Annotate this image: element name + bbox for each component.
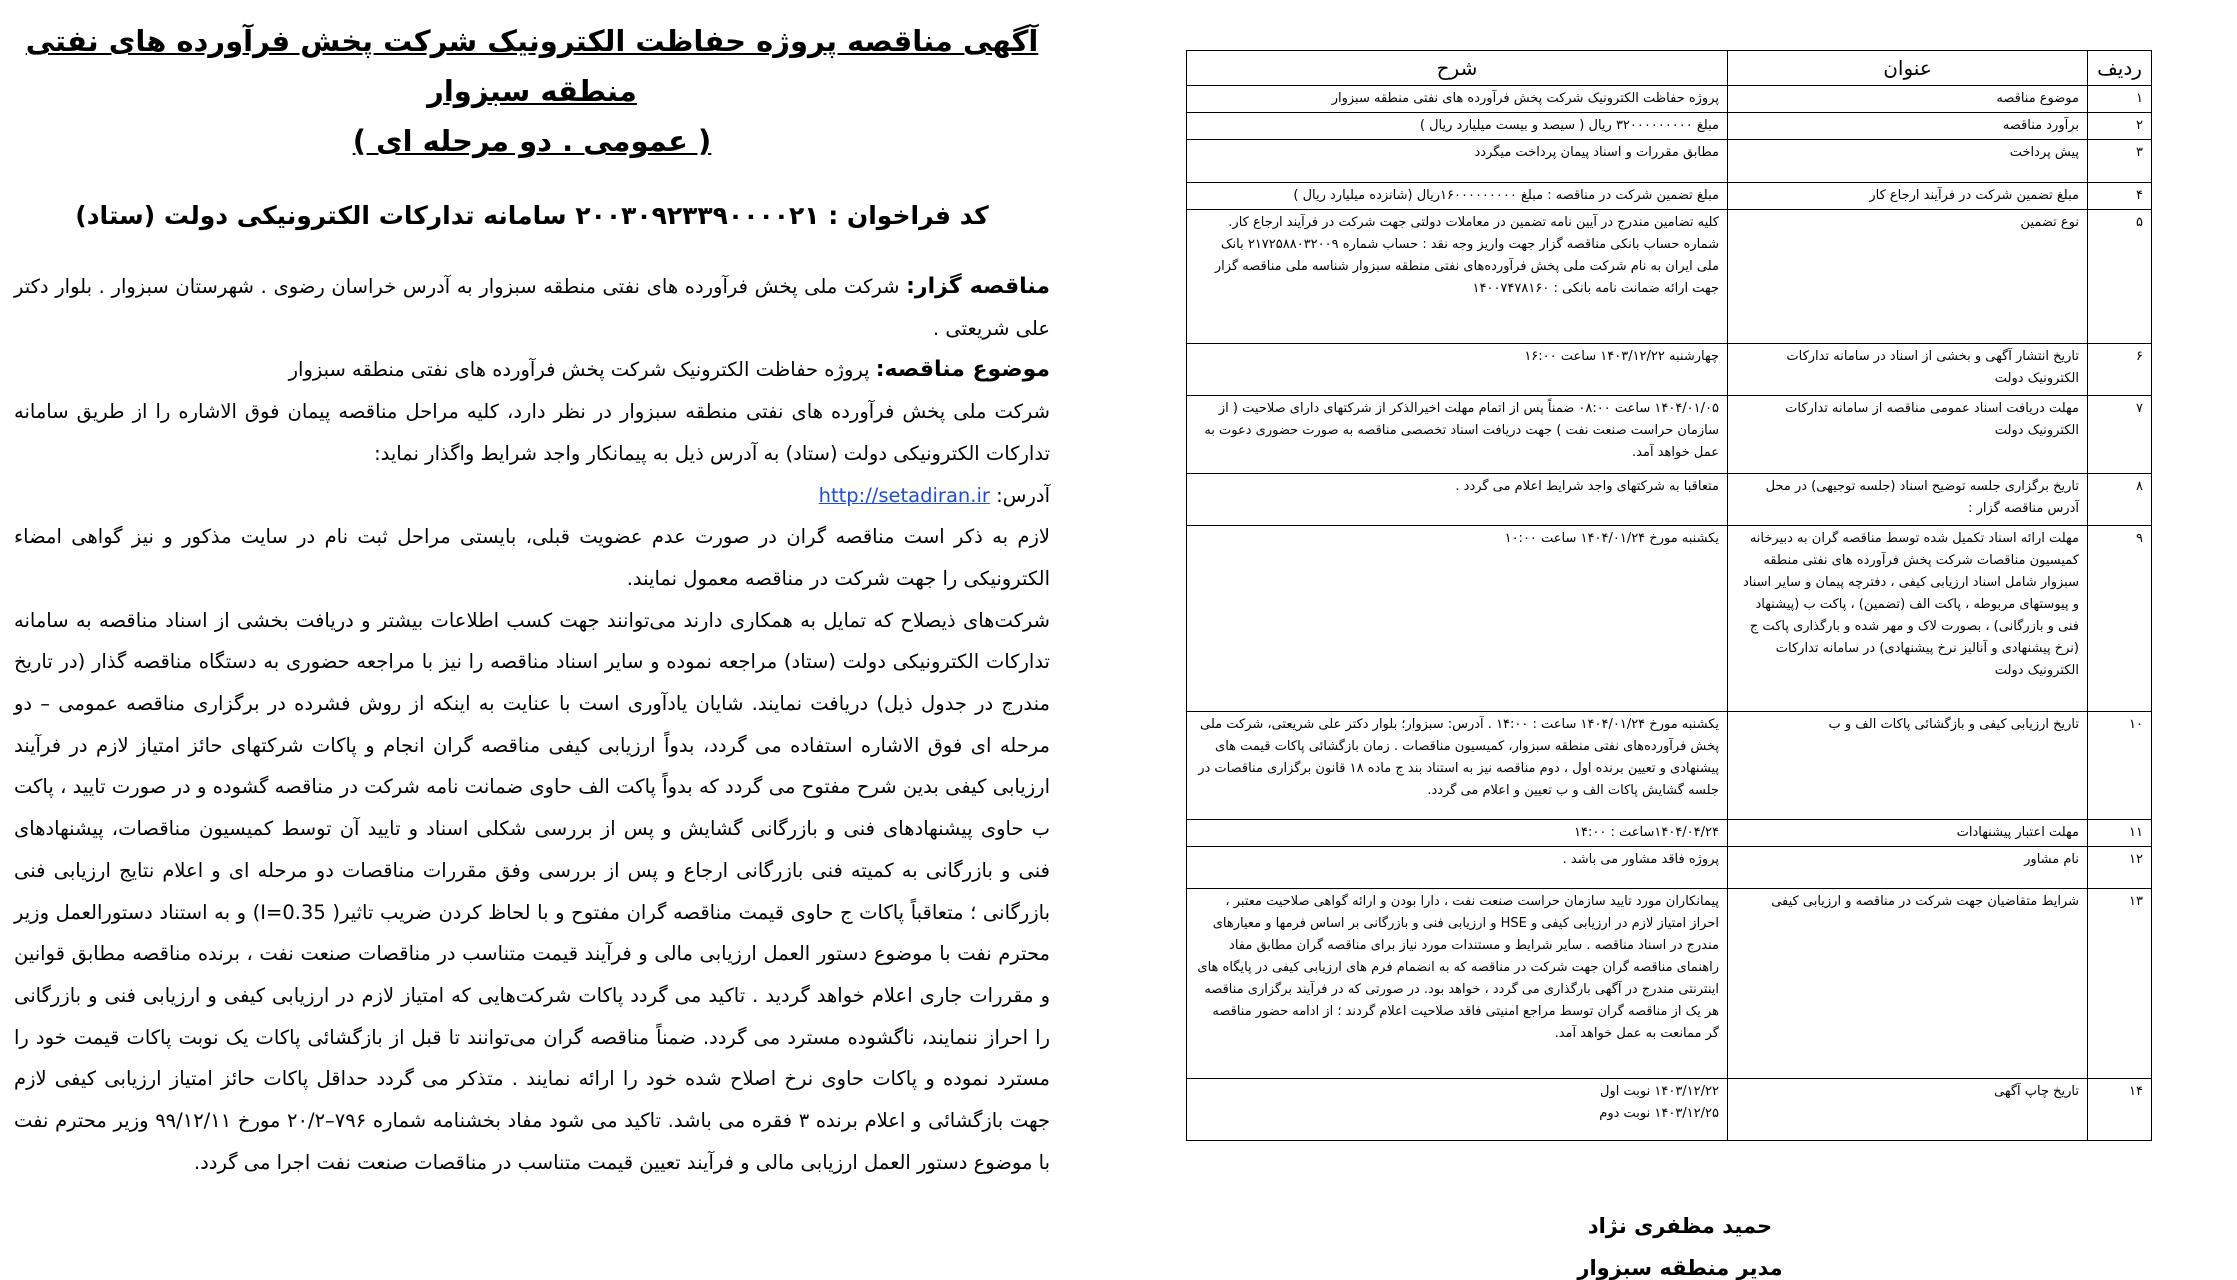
row-title: مهلت اعتبار پیشنهادات [1728, 820, 2088, 847]
employer-text: شرکت ملی پخش فرآورده های نفتی منطقه سبزوار به آدرس خراسان رضوی . شهرستان سبزوار . بلوار دکتر علی شریعتی . [14, 275, 1050, 340]
print-date-second: ۱۴۰۳/۱۲/۲۵ نوبت دوم [1599, 1106, 1719, 1121]
subject-paragraph [14, 349, 1050, 391]
tender-code-value: ۲۰۰۳۰۹۲۳۳۹۰۰۰۰۲۱ سامانه تدارکات الکترونیکی دولت (ستاد) [75, 201, 820, 230]
row-description: چهارشنبه ۱۴۰۳/۱۲/۲۲ ساعت ۱۶:۰۰ [1187, 344, 1728, 396]
subject-text: پروژه حفاظت الکترونیک شرکت پخش فرآورده های نفتی منطقه سبزوار [288, 358, 870, 382]
row-description: پیمانکاران مورد تایید سازمان حراست صنعت نفت ، دارا بودن و ارائه گواهی صلاحیت معتبر ، احراز امتیاز لازم در ارزیابی کیفی و HSE و ارزیابی فنی و بازرگانی بر اساس فرمها و معیارهای مندرج در اسناد مناقصه . سایر شرایط و مستندات مورد نیاز برای مناقصه گران مطابق مفاد راهنمای مناقصه گران جهت شرکت در مناقصه که به انضمام فرم های ارزیابی کیفی در پایگاه های اینترنتی مندرج در آگهی بارگذاری می گردد ، خواهد بود. در صورتی که در فرآیند برگزاری مناقصه هر یک از مناقصه گران توسط مراجع امنیتی فاقد صلاحیت اعلام گردند ؛ از ادامه حضور مناقصه گر ممانعت به عمل خواهد آمد. [1187, 889, 1728, 1079]
table-row [1187, 86, 2152, 113]
body-paragraph: شرکت‌های ذیصلاح که تمایل به همکاری دارند می‌توانند جهت کسب اطلاعات بیشتر و دریافت بخشی از اسناد مناقصه به سامانه تدارکات الکترونیکی دولت (ستاد) مراجعه نموده و سایر اسناد مناقصه را نیز با مراجعه حضوری به دستگاه مناقصه گذار (در تاریخ مندرج در جدول ذیل) دریافت نمایند. شایان یادآوری است با عنایت به اینکه از روش فشرده در برگزاری مناقصه عمومی – دو مرحله ای فوق الاشاره استفاده می گردد، بدواً ارزیابی کیفی مناقصه گران انجام و پاکات شرکتهای حائز امتیاز لازم در فرآیند ارزیابی کیفی بدین شرح مفتوح می گردد که بدواً پاکت الف حاوی ضمانت نامه شرکت در مناقصه گشوده و در صورت تایید ، پاکت ب حاوی پیشنهادهای فنی و بازرگانی گشایش و پس از بررسی شکلی اسناد و تایید آن توسط کمیسیون مناقصات، پیشنهادهای فنی و بازرگانی به کمیته فنی بازرگانی ارجاع و پس از بررسی وفق مقررات مناقصات دو مرحله ای و اعلام نتایج ارزیابی فنی بازرگانی ؛ متعاقباً پاکات ج حاوی قیمت مناقصه گران مفتوح و با لحاظ کردن ضریب تاثیر( I=0.35) و به استناد دستورالعمل وزیر محترم نفت با موضوع دستور العمل ارزیابی مالی و فرآیند قیمت متناسب در مناقصات صنعت نفت ، برنده مناقصه مطابق قوانین و مقررات جاری اعلام خواهد گردید . تاکید می گردد پاکات شرکت‌هایی که امتیاز لازم در ارزیابی کیفی و ارزیابی فنی و بازرگانی را احراز ننمایند، نا‌گشوده مسترد می گردد. ضمناً مناقصه گران می‌توانند تا قبل از بازگشائی پاکات یک نوبت پاکات قیمت خود را مسترد نموده و پاکات حاوی نرخ اصلاح شده خود را ارائه نمایند . متذکر می گردد حداقل پاکات حائز امتیاز ارزیابی کیفی لازم جهت بازگشائی و اعلام برنده ۳ فقره می باشد. تاکید می شود مفاد بخشنامه شماره ۷۹۶–۲۰/۲ مورخ ۹۹/۱۲/۱۱ وزیر محترم نفت با موضوع دستور العمل ارزیابی مالی و فرآیند تعیین قیمت متناسب در مناقصات صنعت نفت اجرا می گردد. [14, 608, 1051, 1174]
table-row [1187, 113, 2152, 140]
row-description: یکشنبه مورخ ۱۴۰۴/۰۱/۲۴ ساعت ۱۰:۰۰ [1187, 526, 1728, 712]
row-title: مهلت ارائه اسناد تکمیل شده توسط مناقصه گران به دبیرخانه کمیسیون مناقصات شرکت پخش فرآورده های نفتی منطقه سبزوار شامل اسناد ارزیابی کیفی ، دفترچه پیمان و سایر اسناد و پیوستهای مربوطه ، پاکت الف (تضمین) ، پاکت ب (پیشنهاد فنی و بازرگانی) ، بصورت لاک و مهر شده و بارگذاری پاکت ج (نرخ پیشنهادی و آنالیز نرخ پیشنهادی) در سامانه تدارکات الکترونیک دولت [1728, 526, 2088, 712]
tender-details-table [1186, 50, 2152, 1141]
row-number: ۴ [2088, 183, 2152, 210]
intro-paragraph: شرکت ملی پخش فرآورده های نفتی منطقه سبزوار در نظر دارد، کلیه مراحل مناقصه پیمان فوق الاشاره را از طریق سامانه تدارکات الکترونیکی دولت (ستاد) به آدرس ذیل به پیمانکار واجد شرایط واگذار نماید: [14, 400, 1050, 465]
table-row [1187, 344, 2152, 396]
row-description: مبلغ ۳۲۰۰۰۰۰۰۰۰۰ ریال ( سیصد و بیست میلیارد ریال ) [1187, 113, 1728, 140]
row-title: برآورد مناقصه [1728, 113, 2088, 140]
row-description: مبلغ تضمین شرکت در مناقصه : مبلغ ۱۶۰۰۰۰۰۰۰۰۰ریال (شانزده میلیارد ریال ) [1187, 183, 1728, 210]
table-row [1187, 847, 2152, 889]
setadiran-link[interactable]: http://setadiran.ir [818, 483, 990, 507]
row-description: یکشنبه مورخ ۱۴۰۴/۰۱/۲۴ ساعت : ۱۴:۰۰ . آدرس: سبزوار؛ بلوار دکتر علی شریعتی، شرکت ملی پخش فرآورده‌های نفتی منطقه سبزوار، کمیسیون مناقصات . زمان بازگشائی پاکات قیمت های پیشنهادی و تعیین برنده اول ، دوم مناقصه نیز به استناد بند ج ماده ۱۸ قانون برگزاری مناقصات در جلسه گشایش پاکات الف و ب تعیین و اعلام می گردد. [1187, 712, 1728, 820]
row-description: پروژه حفاظت الکترونیک شرکت پخش فرآورده های نفتی منطقه سبزوار [1187, 86, 1728, 113]
table-row [1187, 712, 2152, 820]
row-title: نام مشاور [1728, 847, 2088, 889]
row-number: ۱ [2088, 86, 2152, 113]
title-line-1: آگهی مناقصه پروژه حفاظت الکترونیک شرکت پخش فرآورده های نفتی منطقه سبزوار [25, 24, 1039, 108]
header-row-number: ردیف [2088, 51, 2152, 86]
table-row [1187, 526, 2152, 712]
row-description: ۱۴۰۴/۰۱/۰۵ ساعت ۰۸:۰۰ ضمناً پس از اتمام مهلت اخیرالذکر از شرکتهای دارای صلاحیت ( از سازمان حراست صنعت نفت ) جهت دریافت اسناد تخصصی مناقصه به صورت حضوری دعوت به عمل خواهد آمد. [1187, 396, 1728, 474]
table-row [1187, 210, 2152, 344]
row-title: موضوع مناقصه [1728, 86, 2088, 113]
row-number: ۱۲ [2088, 847, 2152, 889]
row-title: نوع تضمین [1728, 210, 2088, 344]
row-title: تاریخ برگزاری جلسه توضیح اسناد (جلسه توجیهی) در محل آدرس مناقصه گزار : [1728, 474, 2088, 526]
row-description: پروژه فاقد مشاور می باشد . [1187, 847, 1728, 889]
employer-paragraph [14, 266, 1050, 349]
row-number: ۲ [2088, 113, 2152, 140]
table-row [1187, 1079, 2152, 1141]
tender-code-label: کد فراخوان : [828, 201, 989, 230]
table-row [1187, 820, 2152, 847]
signature-role: مدیر منطقه سبزوار [1577, 1256, 1783, 1280]
announcement-title [14, 16, 1050, 166]
table-row [1187, 140, 2152, 183]
announcement-text [14, 16, 1050, 1183]
membership-paragraph: لازم به ذکر است مناقصه گران در صورت عدم عضویت قبلی، بایستی مراحل ثبت نام در سایت مذکور و نیز گواهی امضاء الکترونیکی را جهت شرکت در مناقصه معمول نمایند. [14, 525, 1050, 590]
row-title: مهلت دریافت اسناد عمومی مناقصه از سامانه تدارکات الکترونیک دولت [1728, 396, 2088, 474]
table-row [1187, 396, 2152, 474]
table-header-row [1187, 51, 2152, 86]
row-description: ۱۴۰۴/۰۴/۲۴ساعت : ۱۴:۰۰ [1187, 820, 1728, 847]
row-number: ۱۰ [2088, 712, 2152, 820]
tender-code [14, 196, 1050, 236]
employer-label: مناقصه گزار: [906, 274, 1050, 299]
row-title: مبلغ تضمین شرکت در فرآیند ارجاع کار [1728, 183, 2088, 210]
table-row [1187, 183, 2152, 210]
table-row [1187, 474, 2152, 526]
row-number: ۸ [2088, 474, 2152, 526]
address-paragraph [14, 475, 1050, 517]
row-description: متعاقبا به شرکتهای واجد شرایط اعلام می گردد . [1187, 474, 1728, 526]
row-number: ۱۳ [2088, 889, 2152, 1079]
row-number: ۹ [2088, 526, 2152, 712]
row-title: پیش پرداخت [1728, 140, 2088, 183]
row-title: شرایط متقاضیان جهت شرکت در مناقصه و ارزیابی کیفی [1728, 889, 2088, 1079]
row-description: کلیه تضامین مندرج در آیین نامه تضمین در معاملات دولتی جهت شرکت در فرآیند ارجاع کار. شماره حساب بانکی مناقصه گزار جهت واریز وجه نقد : حساب شماره ۲۱۷۲۵۸۸۰۳۲۰۰۹ بانک ملی ایران به نام شرکت ملی پخش فرآورده‌های نفتی منطقه سبزوار شناسه ملی مناقصه گزار جهت ارائه ضمانت نامه بانکی : ۱۴۰۰۷۴۷۸۱۶۰ [1187, 210, 1728, 344]
table-row [1187, 889, 2152, 1079]
row-description [1187, 1079, 1728, 1141]
subject-label: موضوع مناقصه: [875, 357, 1050, 383]
row-number: ۷ [2088, 396, 2152, 474]
row-number: ۳ [2088, 140, 2152, 183]
signature-name: حمید مظفری نژاد [1587, 1214, 1773, 1238]
row-number: ۵ [2088, 210, 2152, 344]
tender-table-section [1187, 50, 2152, 1141]
row-title: تاریخ انتشار آگهی و بخشی از اسناد در سامانه تدارکات الکترونیک دولت [1728, 344, 2088, 396]
print-date-first: ۱۴۰۳/۱۲/۲۲ نوبت اول [1600, 1084, 1719, 1099]
header-description: شرح [1187, 51, 1728, 86]
address-label: آدرس: [996, 483, 1050, 507]
title-line-2: ( عمومی . دو مرحله ای ) [352, 124, 712, 158]
row-title: تاریخ چاپ آگهی [1728, 1079, 2088, 1141]
row-number: ۶ [2088, 344, 2152, 396]
row-title: تاریخ ارزیابی کیفی و بازگشائی پاکات الف و ب [1728, 712, 2088, 820]
header-title: عنوان [1728, 51, 2088, 86]
row-description: مطابق مقررات و اسناد پیمان پرداخت میگردد [1187, 140, 1728, 183]
row-number: ۱۱ [2088, 820, 2152, 847]
row-number: ۱۴ [2088, 1079, 2152, 1141]
